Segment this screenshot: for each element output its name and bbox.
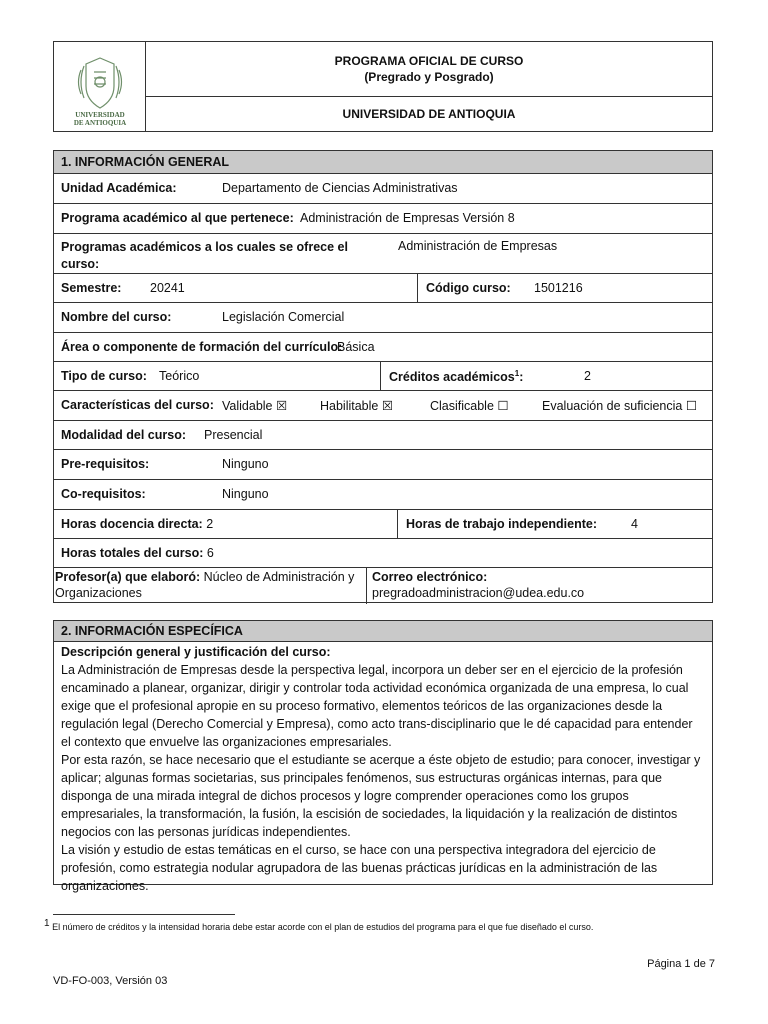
description-line: negocios con las personas jurídicas independientes. bbox=[61, 825, 351, 839]
logo-text-2: DE ANTIOQUIA bbox=[73, 119, 127, 127]
specific-info-table bbox=[53, 620, 713, 893]
semestre-value: 20241 bbox=[150, 281, 185, 295]
description-line: La Administración de Empresas desde la perspectiva legal, incorpora un deber ser en el ejercicio de la profesión bbox=[61, 663, 683, 677]
footnote-divider bbox=[53, 914, 235, 915]
section-heading: 1. INFORMACIÓN GENERAL bbox=[61, 155, 230, 169]
description-line: La visión y estudio de estas temáticas en el curso, se hace con una perspectiva integradora del ejercicio de bbox=[61, 843, 656, 857]
creditos-label: Créditos académicos$^1$: bbox=[389, 369, 524, 385]
ofrece-value: Administración de Empresas bbox=[398, 239, 558, 253]
document-code: VD-FO-003, Versión 03 bbox=[53, 975, 168, 987]
coreq-label: Co-requisitos: bbox=[61, 487, 146, 501]
checkbox-habilitable[interactable]: Habilitable ☒ bbox=[320, 399, 394, 413]
unidad-label: Unidad Académica: bbox=[61, 181, 177, 195]
checkbox-evaluacion-suficiencia[interactable]: Evaluación de suficiencia ☐ bbox=[542, 399, 698, 413]
prereq-row bbox=[54, 450, 712, 480]
programa-value: Administración de Empresas Versión 8 bbox=[300, 211, 515, 225]
general-info-heading-row bbox=[54, 151, 712, 174]
area-row bbox=[54, 333, 712, 362]
area-label: Área o componente de formación del currículo: bbox=[61, 340, 343, 354]
description-label: Descripción general y justificación del curso: bbox=[61, 645, 331, 659]
modalidad-label: Modalidad del curso: bbox=[61, 428, 187, 442]
description-line: profesión, como estrategia nodular agrupadora de las buenas prácticas jurídicas en la administración de las bbox=[61, 861, 658, 875]
horas-independiente-label: Horas de trabajo independiente: bbox=[406, 517, 598, 531]
section-heading: 2. INFORMACIÓN ESPECÍFICA bbox=[61, 624, 243, 638]
codigo-value: 1501216 bbox=[534, 281, 583, 295]
modalidad-row bbox=[54, 421, 712, 450]
general-info-table bbox=[53, 150, 713, 603]
tipo-row bbox=[54, 362, 712, 391]
prereq-label: Pre-requisitos: bbox=[61, 457, 150, 471]
description-line: regulación legal (Derecho Comercial y Empresa), como acto trans-disciplinario que le dé capacidad para entender bbox=[61, 717, 693, 731]
description-line: organizaciones. bbox=[61, 879, 149, 893]
description-line: encaminado a planear, organizar, dirigir y controlar toda actividad económica organizada de una empresa, lo cual bbox=[61, 681, 689, 695]
unidad-value: Departamento de Ciencias Administrativas bbox=[222, 181, 458, 195]
ofrece-row bbox=[54, 234, 712, 274]
ofrece-label: Programas académicos a los cuales se ofrece el curso: bbox=[61, 240, 348, 271]
footnote: $^1$ El número de créditos y la intensidad horaria debe estar acorde con el plan de estudios del programa para el que fue diseñado el curso. bbox=[44, 918, 594, 932]
horas-docencia: Horas docencia directa: 2 bbox=[61, 517, 214, 531]
semestre-label: Semestre: bbox=[61, 281, 122, 295]
prereq-value: Ninguno bbox=[222, 457, 269, 471]
logo-cell bbox=[54, 42, 146, 131]
correo: Correo electrónico: pregradoadministracion@udea.edu.co bbox=[372, 570, 585, 600]
document-subtitle: (Pregrado y Posgrado) bbox=[364, 70, 494, 84]
nombre-label: Nombre del curso: bbox=[61, 310, 172, 324]
horas-independiente-value: 4 bbox=[631, 517, 638, 531]
codigo-label: Código curso: bbox=[426, 281, 511, 295]
description-line: el contexto que envuelve las organizaciones empresariales. bbox=[61, 735, 392, 749]
nombre-value: Legislación Comercial bbox=[222, 310, 345, 324]
modalidad-value: Presencial bbox=[204, 428, 263, 442]
description-body bbox=[61, 643, 711, 895]
correo-value[interactable]: pregradoadministracion@udea.edu.co bbox=[372, 586, 585, 600]
horas-totales-row bbox=[54, 539, 712, 568]
university-name: UNIVERSIDAD DE ANTIOQUIA bbox=[342, 107, 516, 121]
programa-row bbox=[54, 204, 712, 234]
area-value: Básica bbox=[337, 340, 375, 354]
description-line: exige que el profesional apropie en su proceso formativo, elementos teóricos de las organizaciones desde la bbox=[61, 699, 663, 713]
page-number: Página 1 de 7 bbox=[647, 958, 715, 970]
horas-totales: Horas totales del curso: 6 bbox=[61, 546, 214, 560]
specific-info-heading-row bbox=[54, 621, 712, 642]
checkbox-validable[interactable]: Validable ☒ bbox=[222, 399, 288, 413]
checkbox-clasificable[interactable]: Clasificable ☐ bbox=[430, 399, 509, 413]
description-line: disponga de una mirada integral de dichos procesos y logre comprender operaciones como los grupos bbox=[61, 789, 629, 803]
creditos-value: 2 bbox=[584, 369, 591, 383]
university-seal-logo bbox=[54, 42, 146, 131]
description-line: empresariales, la transformación, la fusión, la escisión de sociedades, la liquidación y la realización de distintos bbox=[61, 807, 678, 821]
semestre-row bbox=[54, 274, 712, 303]
tipo-value: Teórico bbox=[159, 369, 200, 383]
document-title: PROGRAMA OFICIAL DE CURSO bbox=[334, 54, 524, 68]
description-line: Por esta razón, se hace necesario que el estudiante se acerque a éste objeto de estudio; para conocer, investigar y bbox=[61, 753, 701, 767]
description-row bbox=[54, 642, 712, 893]
title-cell bbox=[146, 42, 712, 97]
caracteristicas-row bbox=[54, 391, 712, 421]
profesor-row bbox=[54, 568, 712, 604]
profesor: Profesor(a) que elaboró: Núcleo de Administración y Organizaciones bbox=[55, 570, 355, 600]
coreq-row bbox=[54, 480, 712, 510]
caracteristicas-label: Características del curso: bbox=[61, 398, 214, 412]
description-text bbox=[61, 661, 711, 895]
description-line: aplicar; algunas formas societarias, sus principales fenómenos, sus estructuras orgánicas internas, para que bbox=[61, 771, 663, 785]
unidad-row bbox=[54, 174, 712, 204]
logo-text-1: UNIVERSIDAD bbox=[75, 111, 125, 119]
coreq-value: Ninguno bbox=[222, 487, 269, 501]
nombre-row bbox=[54, 303, 712, 333]
horas-row bbox=[54, 510, 712, 539]
document-header bbox=[53, 41, 713, 132]
tipo-label: Tipo de curso: bbox=[61, 369, 147, 383]
programa-label: Programa académico al que pertenece: bbox=[61, 211, 294, 225]
